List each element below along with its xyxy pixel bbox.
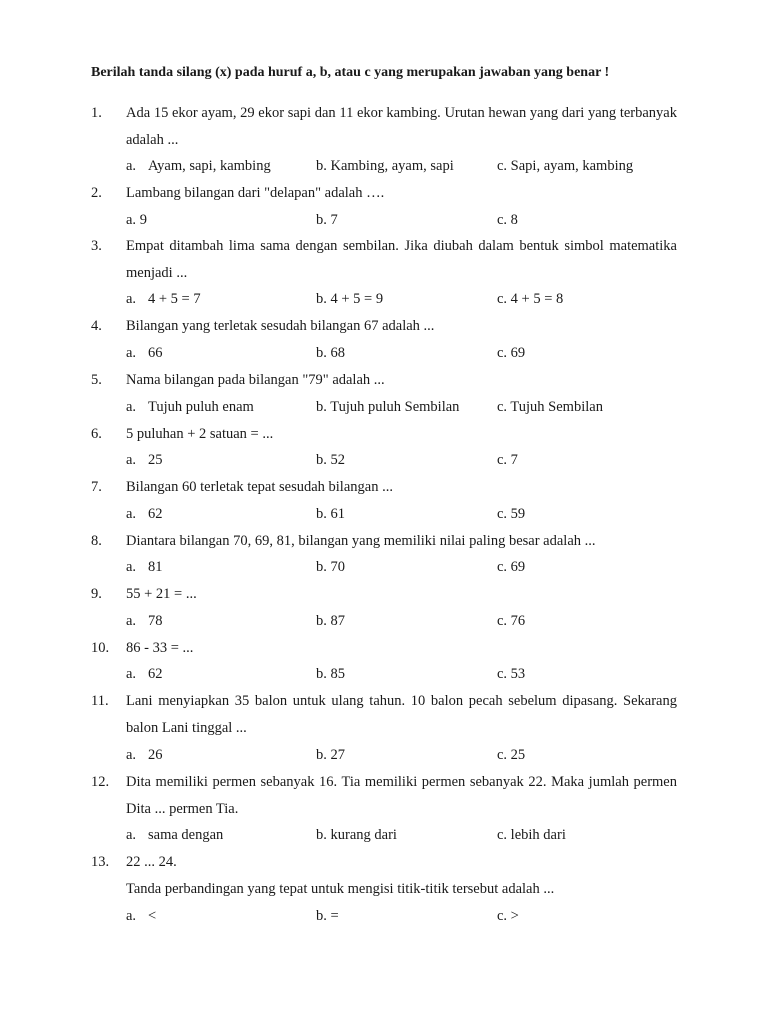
option-c[interactable]: c. lebih dari	[497, 827, 566, 843]
options-9	[0, 608, 768, 635]
option-a[interactable]: a. 78	[126, 613, 163, 629]
option-c[interactable]: c. >	[497, 908, 519, 924]
options-6	[0, 447, 768, 474]
options-8	[0, 554, 768, 581]
question-number: 5.	[91, 372, 102, 388]
question-number: 4.	[91, 318, 102, 334]
option-b[interactable]: b. Kambing, ayam, sapi	[316, 158, 454, 174]
question-text: Empat ditambah lima sama dengan sembilan. Jika diubah dalam bentuk simbol matematika menjadi ...	[126, 238, 677, 281]
question-text: 55 + 21 = ...	[126, 586, 197, 602]
option-c[interactable]: c. 59	[497, 506, 526, 522]
question-number: 6.	[91, 426, 102, 442]
option-c[interactable]: c. 69	[497, 559, 526, 575]
option-b[interactable]: b. kurang dari	[316, 827, 397, 843]
option-b[interactable]: b. 7	[316, 212, 338, 228]
option-a[interactable]: a. 26	[126, 747, 163, 763]
question-number: 2.	[91, 185, 102, 201]
option-a[interactable]: a. 62	[126, 506, 163, 522]
option-b[interactable]: b. =	[316, 908, 339, 924]
question-number: 11.	[91, 693, 109, 709]
question-number: 10.	[91, 640, 110, 656]
option-c[interactable]: c. 76	[497, 613, 526, 629]
options-2	[0, 207, 768, 234]
option-c[interactable]: c. 69	[497, 345, 526, 361]
option-c[interactable]: c. 8	[497, 212, 518, 228]
question-number: 7.	[91, 479, 102, 495]
option-a[interactable]: a. 25	[126, 452, 163, 468]
option-b[interactable]: b. 85	[316, 666, 345, 682]
options-5	[0, 394, 768, 421]
question-number: 9.	[91, 586, 102, 602]
option-c[interactable]: c. Tujuh Sembilan	[497, 399, 603, 415]
question-text: Lambang bilangan dari "delapan" adalah ….	[126, 185, 385, 201]
question-text: Diantara bilangan 70, 69, 81, bilangan yang memiliki nilai paling besar adalah ...	[126, 533, 596, 549]
question-number: 3.	[91, 238, 102, 254]
options-11	[0, 742, 768, 769]
options-4	[0, 340, 768, 367]
question-number: 13.	[91, 854, 110, 870]
option-b[interactable]: b. Tujuh puluh Sembilan	[316, 399, 460, 415]
option-a[interactable]: a. 9	[126, 212, 147, 228]
question-text: 22 ... 24.	[126, 854, 177, 870]
option-c[interactable]: c. 4 + 5 = 8	[497, 291, 564, 307]
question-text: Lani menyiapkan 35 balon untuk ulang tahun. 10 balon pecah sebelum dipasang. Sekarang balon Lani tinggal ...	[126, 693, 677, 736]
options-13	[0, 903, 768, 930]
options-1	[0, 153, 768, 180]
question-text: 5 puluhan + 2 satuan = ...	[126, 426, 274, 442]
options-3	[0, 286, 768, 313]
question-text: Tanda perbandingan yang tepat untuk mengisi titik-titik tersebut adalah ...	[126, 881, 555, 897]
option-a[interactable]: a. 81	[126, 559, 163, 575]
option-a[interactable]: a. 66	[126, 345, 163, 361]
option-a[interactable]: a. Tujuh puluh enam	[126, 399, 254, 415]
option-a[interactable]: a. sama dengan	[126, 827, 224, 843]
question-text: Bilangan 60 terletak tepat sesudah bilangan ...	[126, 479, 393, 495]
option-c[interactable]: c. 25	[497, 747, 526, 763]
question-text: Nama bilangan pada bilangan "79" adalah ...	[126, 372, 385, 388]
option-a[interactable]: a. 4 + 5 = 7	[126, 291, 201, 307]
option-b[interactable]: b. 87	[316, 613, 345, 629]
option-a[interactable]: a. 62	[126, 666, 163, 682]
question-text: Bilangan yang terletak sesudah bilangan 67 adalah ...	[126, 318, 435, 334]
question-text: 86 - 33 = ...	[126, 640, 194, 656]
question-number: 8.	[91, 533, 102, 549]
option-b[interactable]: b. 61	[316, 506, 345, 522]
options-12	[0, 822, 768, 849]
option-b[interactable]: b. 27	[316, 747, 345, 763]
option-a[interactable]: a. <	[126, 908, 157, 924]
option-c[interactable]: c. 7	[497, 452, 518, 468]
option-b[interactable]: b. 68	[316, 345, 345, 361]
question-text: Ada 15 ekor ayam, 29 ekor sapi dan 11 ekor kambing. Urutan hewan yang dari yang terbanyak adalah ...	[126, 105, 677, 148]
question-text: Dita memiliki permen sebanyak 16. Tia memiliki permen sebanyak 22. Maka jumlah permen Dita ... permen Tia.	[126, 774, 677, 817]
options-10	[0, 661, 768, 688]
option-c[interactable]: c. Sapi, ayam, kambing	[497, 158, 634, 174]
option-b[interactable]: b. 52	[316, 452, 345, 468]
question-number: 12.	[91, 774, 110, 790]
options-7	[0, 501, 768, 528]
instruction-heading: Berilah tanda silang (x) pada huruf a, b, atau c yang merupakan jawaban yang benar !	[91, 65, 610, 80]
option-b[interactable]: b. 70	[316, 559, 345, 575]
option-a[interactable]: a. Ayam, sapi, kambing	[126, 158, 271, 174]
question-number: 1.	[91, 105, 102, 121]
option-c[interactable]: c. 53	[497, 666, 526, 682]
option-b[interactable]: b. 4 + 5 = 9	[316, 291, 384, 307]
